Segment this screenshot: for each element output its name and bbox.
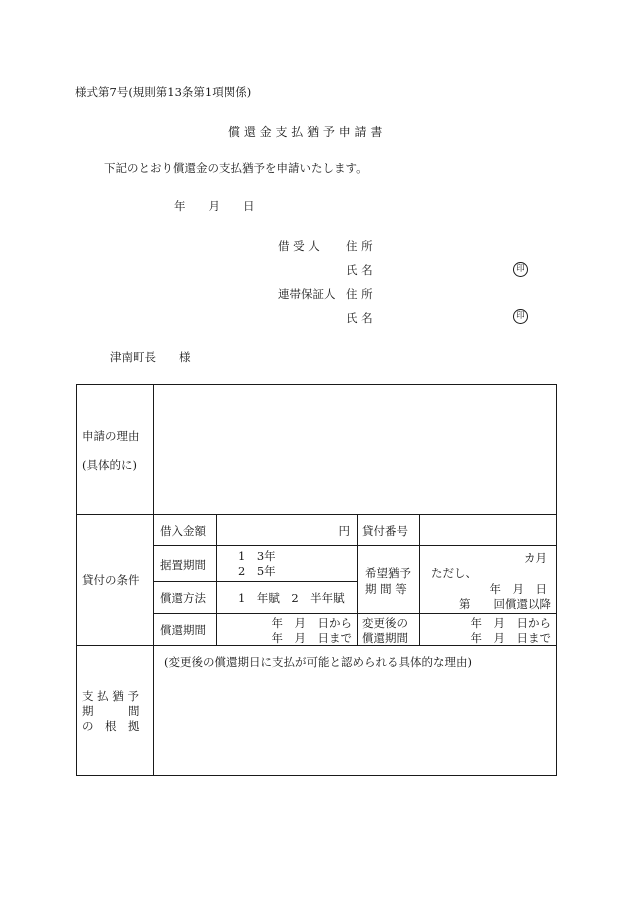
borrower-label: 借 受 人 [278,239,320,253]
repayment-method-options[interactable]: 1 年賦 2 半年賦 [238,591,345,605]
recipient: 津南町長 様 [110,350,191,364]
loan-number-field[interactable] [423,518,551,542]
desired-months[interactable]: カ月 [524,551,547,565]
basis-label-1: 支 払 猶 予 [82,689,139,703]
loan-amount-label: 借入金額 [160,524,206,538]
basis-label-2: 期 間 [82,704,140,718]
desired-date[interactable]: 年 月 日 [489,582,547,596]
borrower-address-label: 住 所 [346,239,373,253]
seal-icon: 印 [513,309,528,324]
reason-label: 申請の理由 [82,429,140,443]
repayment-period-until[interactable]: 年 月 日まで [271,631,352,645]
from-repayment[interactable]: 第 回償還以降 [459,597,551,611]
reason-field[interactable] [158,388,552,510]
guarantor-name-label: 氏 名 [346,311,373,325]
seal-icon: 印 [513,262,528,277]
deferral-option-1[interactable]: 1 3年 [238,549,276,563]
intro-text: 下記のとおり償還金の支払猶予を申請いたします。 [104,161,368,175]
guarantor-address-label: 住 所 [346,287,373,301]
conditions-label: 貸付の条件 [82,573,140,587]
deferral-period-label: 据置期間 [160,558,206,572]
repayment-period-label: 償還期間 [160,623,206,637]
repayment-period-from[interactable]: 年 月 日から [271,616,352,630]
page-title: 償 還 金 支 払 猶 予 申 請 書 [228,125,383,139]
loan-amount-field[interactable] [220,523,350,539]
deferral-option-2[interactable]: 2 5年 [238,564,276,578]
changed-period-label: 変更後の [362,616,408,630]
desired-deferral-label: 希望猶予 [365,566,411,580]
basis-field[interactable] [158,672,552,770]
basis-label-3: の 根 拠 [82,719,140,733]
changed-period-until[interactable]: 年 月 日まで [470,631,551,645]
repayment-method-label: 償還方法 [160,591,206,605]
changed-period-sublabel: 償還期間 [362,631,408,645]
however-text: ただし、 [431,566,477,580]
desired-deferral-sublabel: 期 間 等 [365,582,407,596]
basis-note: (変更後の償還期日に支払が可能と認められる具体的な理由) [164,655,472,669]
yen-unit: 円 [338,524,350,538]
guarantor-label: 連帯保証人 [278,287,336,301]
form-code: 様式第7号(規則第13条第1項関係) [75,85,252,99]
date-line[interactable]: 年 月 日 [174,199,255,213]
loan-number-label: 貸付番号 [362,524,408,538]
changed-period-from[interactable]: 年 月 日から [470,616,551,630]
borrower-name-label: 氏 名 [346,263,373,277]
reason-sublabel: (具体的に) [82,458,137,472]
